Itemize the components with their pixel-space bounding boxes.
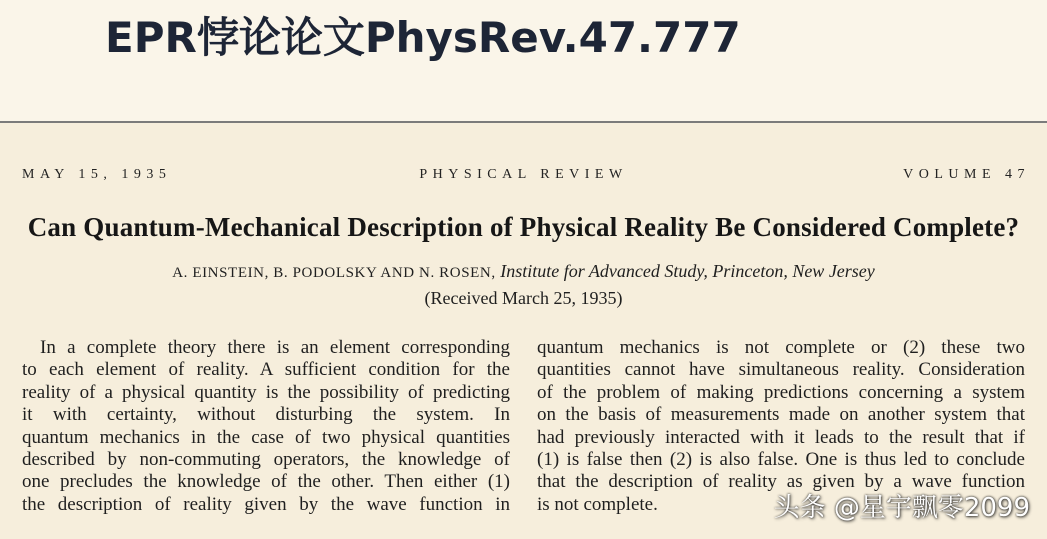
header-band xyxy=(0,0,1047,121)
text-line: to each element of reality. A sufficient condition for the xyxy=(22,359,510,381)
journal-volume: VOLUME 47 xyxy=(903,167,1030,182)
journal-header xyxy=(22,165,1030,185)
text-line: of the problem of making predictions concerning a system xyxy=(537,381,1025,403)
received-date: (Received March 25, 1935) xyxy=(424,288,623,308)
text-line: on the basis of measurements made on another system that xyxy=(537,404,1025,426)
text-line: the description of reality given by the wave function in xyxy=(22,493,510,515)
text-line: is not complete. xyxy=(537,493,658,515)
abstract-left-column xyxy=(22,337,510,516)
journal-name: PHYSICAL REVIEW xyxy=(419,167,628,182)
text-line: that the description of reality as given by a wave function xyxy=(537,471,1025,493)
header-title: EPR悖论论文PhysRev.47.777 xyxy=(105,13,741,62)
text-line: one precludes the knowledge of the other. Then either (1) xyxy=(22,471,510,493)
text-line: reality of a physical quantity is the possibility of predicting xyxy=(22,381,510,403)
paper-title: Can Quantum-Mechanical Description of Physical Reality Be Considered Complete? xyxy=(27,212,1020,242)
text-line: described by non-commuting operators, the knowledge of xyxy=(22,448,510,470)
issue-date: MAY 15, 1935 xyxy=(22,167,172,182)
text-line: had previously interacted with it leads to the result that if xyxy=(537,426,1025,448)
text-line: it with certainty, without disturbing the system. In xyxy=(22,404,510,426)
author-affiliation: Institute for Advanced Study, Princeton, New Jersey xyxy=(500,261,875,281)
abstract-right-column xyxy=(537,337,1025,516)
watermark: 头条 @星宇飘零2099 xyxy=(773,493,1030,523)
text-line: In a complete theory there is an element corresponding xyxy=(40,337,510,358)
author-line xyxy=(0,259,1047,285)
author-names: A. EINSTEIN, B. PODOLSKY AND N. ROSEN, xyxy=(172,265,496,281)
text-line: (1) is false then (2) is also false. One is thus led to conclude xyxy=(537,448,1025,470)
text-line: quantum mechanics is not complete or (2) these two xyxy=(537,337,1025,358)
text-line: quantum mechanics in the case of two physical quantities xyxy=(22,426,510,448)
text-line: quantities cannot have simultaneous reality. Consideration xyxy=(537,359,1025,381)
